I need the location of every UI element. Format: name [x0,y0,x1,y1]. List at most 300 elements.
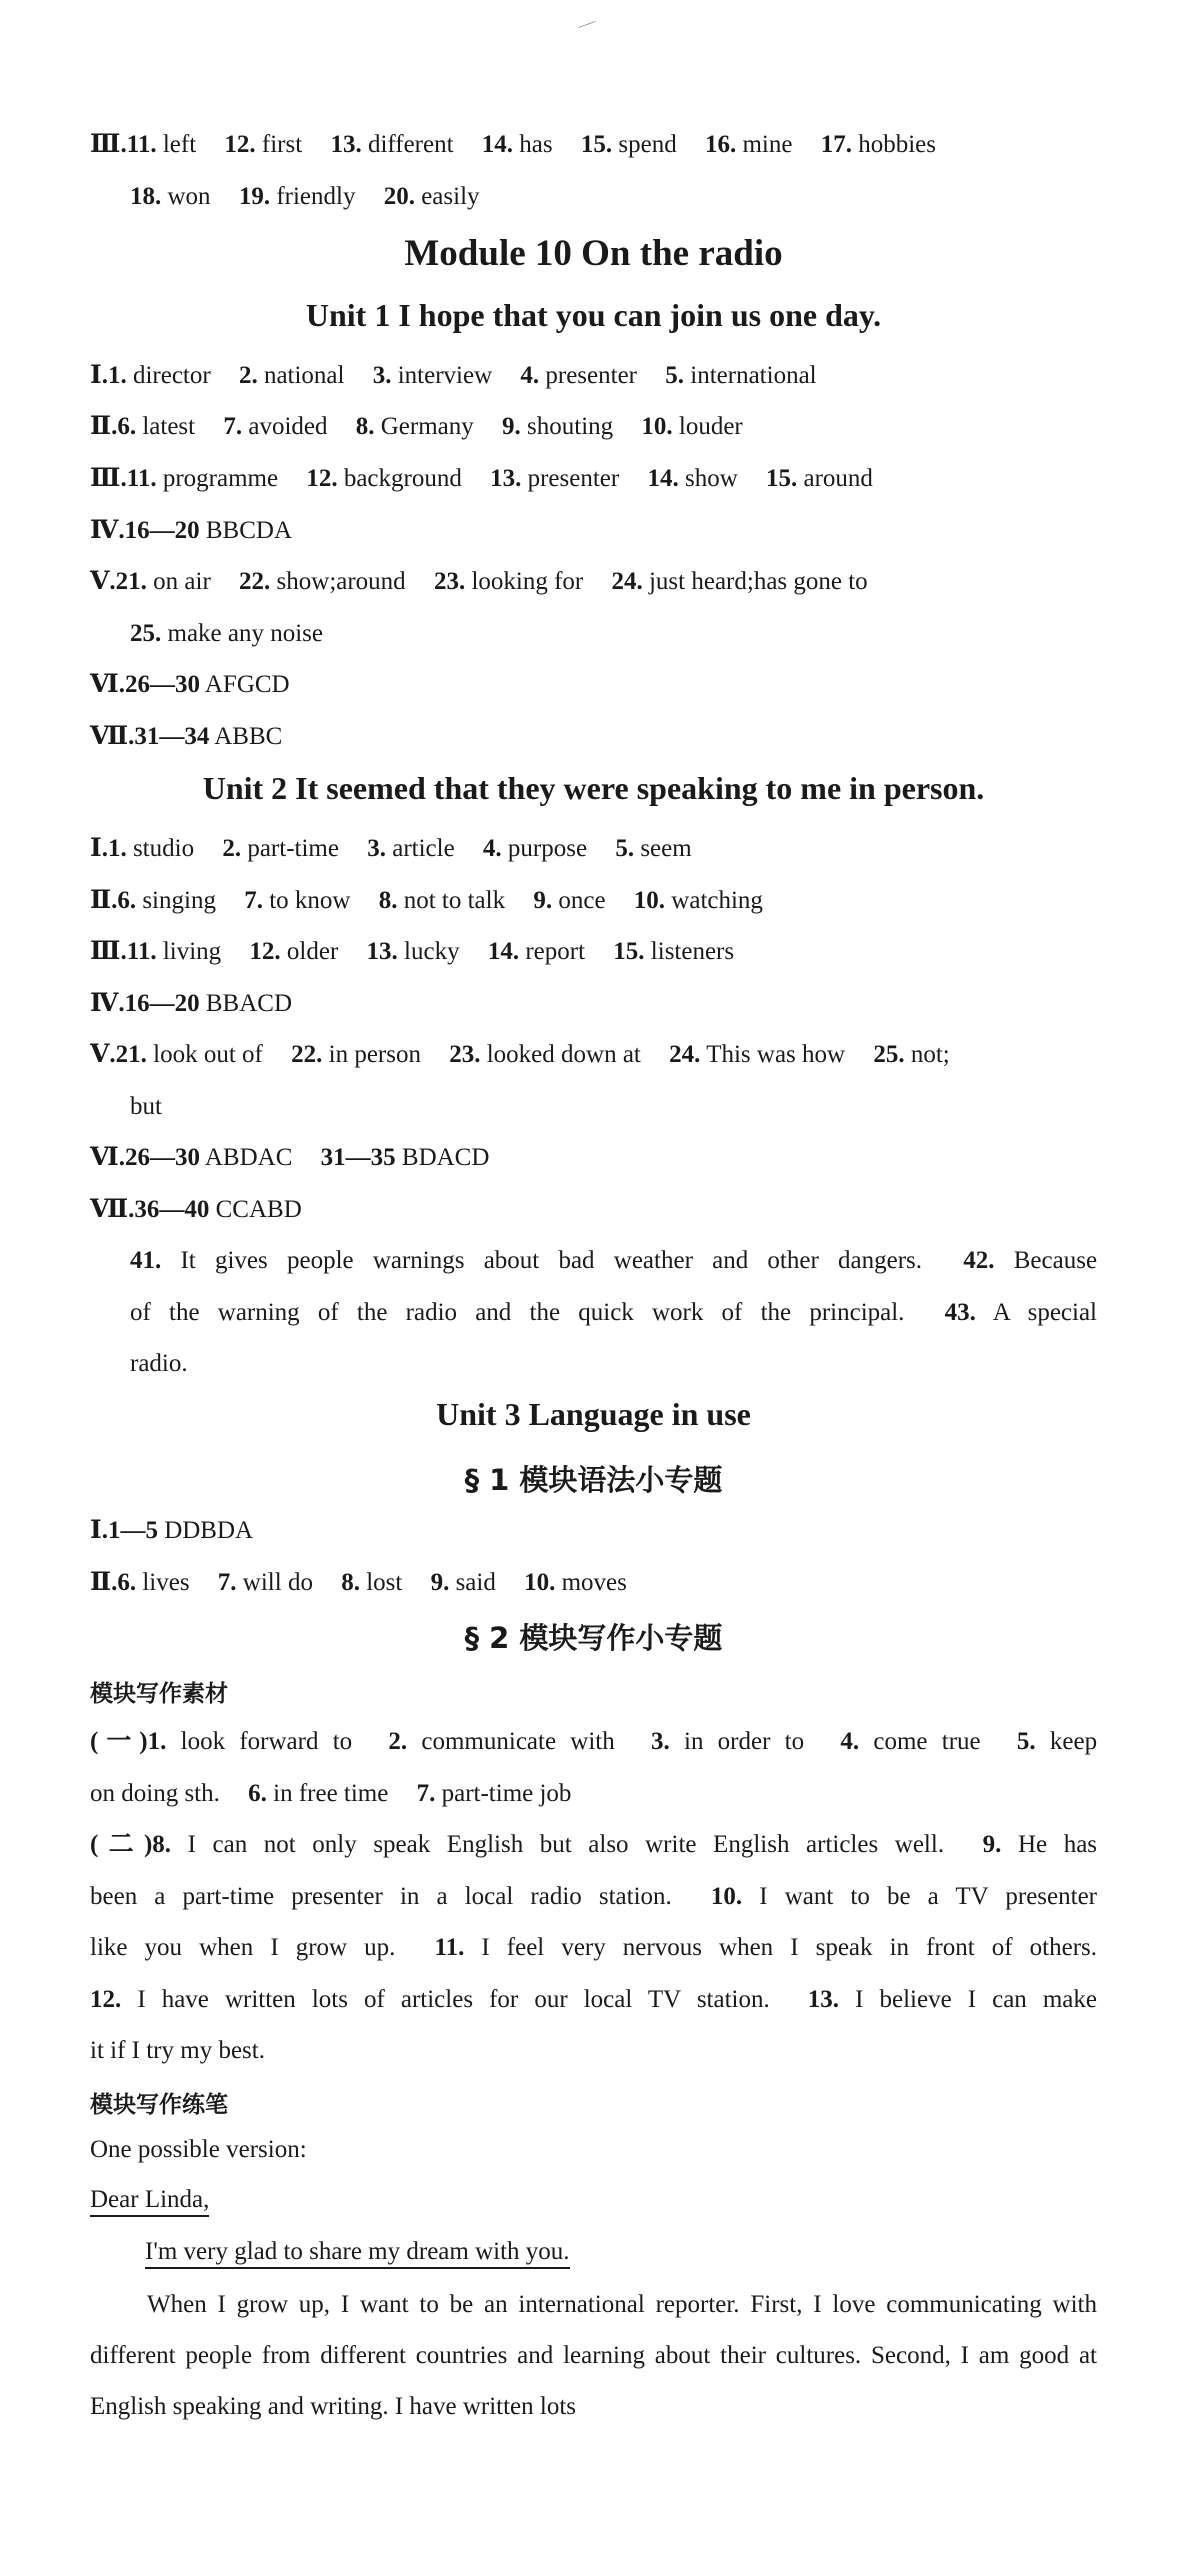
item-text: report [525,938,586,965]
item-prefix: Ⅴ. [90,1041,116,1068]
item-text: Because [1013,1247,1098,1274]
item-text: in order to [684,1728,805,1755]
item-number: 12. [249,938,281,965]
answer-item [90,517,292,544]
essay-paragraph: When I grow up, I want to be an international reporter. First, I love communicating with different people from different countries and learning about their cultures. Second, I am good at English speaking and writing. I have written lots [90,2291,1097,2420]
item-number: 4. [840,1728,860,1755]
item-text: This was how [706,1041,846,1068]
item-text: easily [421,183,480,210]
item-text: will do [242,1569,313,1596]
answer-item [130,183,211,210]
item-prefix: Ⅰ. [90,1517,108,1544]
item-text: DDBDA [164,1517,254,1544]
item-prefix: Ⅴ. [90,568,116,595]
unit1-row-2 [90,410,1097,444]
item-number: 3. [372,362,392,389]
item-prefix: (二) [90,1831,153,1858]
answer-item [330,131,453,158]
answer-item [388,1728,614,1755]
item-text: part-time [247,835,339,862]
item-text: first [261,131,303,158]
item-text: come true [873,1728,981,1755]
item-number: 2. [388,1728,408,1755]
answer-item [482,131,553,158]
item-number: 19. [238,183,271,210]
item-number: 3. [651,1728,670,1755]
item-text: like you when I grow up. [90,1934,396,1961]
item-text: in free time [273,1780,389,1807]
item-number: 9. [430,1569,450,1596]
item-text: just heard;has gone to [648,568,868,595]
item-number: 15. [613,938,645,965]
answer-item [641,413,742,440]
answer-item [130,620,323,647]
unit1-row-6 [90,668,1097,702]
item-text: CCABD [215,1196,302,1223]
unit2-row-7 [90,1193,1097,1227]
item-prefix: Ⅱ. [90,413,118,440]
top-section-line-2 [130,180,1097,214]
item-text: background [343,465,462,492]
answer-item [434,1934,1097,1961]
answer-item [90,1728,352,1755]
module-title: Module 10 On the radio [404,233,783,274]
item-prefix: Ⅵ. [90,1144,125,1171]
item-text: He has [1017,1831,1098,1858]
answer-item [90,671,290,698]
material-row-2e: it if I try my best. [90,2037,265,2064]
item-text: communicate with [421,1728,615,1755]
item-text: show;around [276,568,406,595]
item-number: 1. [147,1728,167,1755]
answer-item [449,1041,641,1068]
item-text: I want to be a TV presenter [759,1883,1097,1910]
salutation-text: Dear Linda, [90,2186,209,2217]
item-text: left [162,131,197,158]
item-number: 26—30 [125,671,200,698]
answer-item [90,413,195,440]
item-text: not; [910,1041,950,1068]
answer-item [90,1883,672,1910]
material-row-2c [90,1931,1097,1965]
material-row-2b [90,1880,1097,1914]
item-number: 5. [1016,1728,1036,1755]
item-number: 14. [481,131,514,158]
answer-item [239,568,406,595]
item-text: been a part-time presenter in a local radio station. [90,1883,672,1910]
unit1-row-4 [90,514,1097,548]
answer-item [90,362,211,389]
item-text: said [455,1569,496,1596]
item-number: 15. [580,131,613,158]
item-number: 7. [223,413,243,440]
item-number: 7. [244,887,263,914]
item-text: not to talk [403,887,506,914]
item-text: A special [992,1299,1098,1326]
item-text: show [684,465,738,492]
item-number: 22. [239,568,271,595]
item-text: I feel very nervous when I speak in front of others. [481,1934,1097,1961]
item-text: on doing sth. [90,1780,220,1807]
item-number: 12. [306,465,338,492]
item-prefix: Ⅳ. [90,517,125,544]
answer-item [431,1569,496,1596]
item-text: moves [561,1569,627,1596]
answer-item [90,1934,395,1961]
item-number: 5. [665,362,685,389]
item-number: 31—34 [134,723,210,750]
item-text: studio [132,835,195,862]
item-number: 14. [487,938,520,965]
item-number: 24. [611,568,643,595]
item-text: singing [142,887,216,914]
item-text: around [803,465,873,492]
unit2-row-4 [90,987,1097,1021]
item-number: 16—20 [124,517,200,544]
item-text: programme [162,465,279,492]
item-number: 22. [291,1041,323,1068]
unit1-row-1 [90,359,1097,393]
item-text: look out of [153,1041,263,1068]
answer-item [321,1144,490,1171]
material-row-1b [90,1777,1097,1811]
unit2-row-5 [90,1038,1097,1072]
item-text: lucky [404,938,460,965]
salutation [90,2183,1097,2217]
unit2-row-5b: but [130,1093,162,1120]
section2-title: § 2 模块写作小专题 [464,1621,723,1655]
unit2-row-1 [90,832,1097,866]
answer-item [291,1041,421,1068]
answer-item [502,413,613,440]
item-prefix: Ⅱ. [90,887,118,914]
material-label: 模块写作素材 [90,1681,228,1707]
answer-item [634,887,763,914]
answer-item [367,938,460,965]
answer-item [367,835,454,862]
item-text: listeners [650,938,735,965]
section1-title: § 1 模块语法小专题 [464,1463,723,1497]
answer-item [90,1780,220,1807]
item-number: 23. [433,568,466,595]
item-prefix: Ⅲ. [90,938,127,965]
answer-item [90,1831,944,1858]
item-number: 7. [416,1780,436,1807]
item-text: to know [269,887,351,914]
answer-item [90,1041,263,1068]
item-text: look forward to [180,1728,353,1755]
item-text: presenter [545,362,638,389]
answer-item [90,1517,253,1544]
item-number: 13. [807,1986,840,2013]
item-text: looking for [471,568,584,595]
item-number: 9. [982,1831,1002,1858]
answer-item [90,938,221,965]
answer-item [821,131,936,158]
item-text: ABDAC [204,1144,293,1171]
item-number: 11. [126,938,157,965]
item-text: interview [397,362,493,389]
answer-item [90,835,194,862]
item-text: part-time job [441,1780,572,1807]
answer-item [490,465,619,492]
item-number: 36—40 [134,1196,210,1223]
unit2-row-3 [90,935,1097,969]
item-text: I believe I can make [855,1986,1097,2013]
answer-item [581,131,677,158]
item-text: avoided [248,413,328,440]
item-text: make any noise [167,620,324,647]
answer-item [524,1569,627,1596]
answer-item [520,362,637,389]
answer-item [766,465,873,492]
item-text: I can not only speak English but also write English articles well. [187,1831,945,1858]
answer-item [483,835,587,862]
item-text: shouting [527,413,614,440]
item-number: 6. [117,413,137,440]
item-text: presenter [527,465,620,492]
answer-item [434,568,583,595]
item-number: 4. [520,362,540,389]
item-number: 5. [615,835,635,862]
answer-item [613,938,734,965]
item-number: 17. [820,131,852,158]
item-text: BDACD [401,1144,490,1171]
item-number: 4. [482,835,502,862]
answer-item [90,1986,770,2013]
item-text: older [286,938,339,965]
item-text: spend [618,131,677,158]
item-number: 10. [524,1569,556,1596]
unit2-para-3: radio. [130,1350,188,1377]
item-text: living [162,938,222,965]
item-prefix: Ⅲ. [90,131,127,158]
item-number: 26—30 [125,1144,200,1171]
item-number: 42. [963,1247,995,1274]
answer-item [533,887,605,914]
item-number: 1—5 [107,1517,158,1544]
item-text: article [392,835,455,862]
item-prefix: (一) [90,1728,148,1755]
item-number: 9. [533,887,553,914]
unit2-para-2 [130,1296,1097,1330]
item-text: BBACD [205,990,293,1017]
item-prefix: Ⅶ. [90,1196,135,1223]
item-number: 1. [107,362,127,389]
answer-item [840,1728,980,1755]
item-text: mine [742,131,793,158]
item-number: 24. [669,1041,701,1068]
item-text: It gives people warnings about bad weather and other dangers. [180,1247,923,1274]
item-number: 21. [115,1041,147,1068]
item-prefix: Ⅵ. [90,671,125,698]
unit2-row-2 [90,884,1097,918]
answer-item [90,990,292,1017]
item-number: 16—20 [124,990,200,1017]
answer-item [130,1299,904,1326]
unit3-title: Unit 3 Language in use [436,1396,751,1432]
item-number: 7. [217,1569,237,1596]
scan-mark [578,21,595,28]
answer-item [244,887,350,914]
item-number: 25. [873,1041,905,1068]
answer-item [647,465,737,492]
item-text: on air [153,568,211,595]
item-number: 10. [710,1883,743,1910]
item-number: 13. [366,938,398,965]
item-number: 12. [224,131,256,158]
answer-item [373,362,492,389]
answer-item [945,1299,1097,1326]
answer-item [249,938,338,965]
item-text: lost [366,1569,403,1596]
answer-item [90,723,282,750]
item-prefix: Ⅱ. [90,1569,118,1596]
item-text: in person [328,1041,421,1068]
item-number: 8. [378,887,398,914]
item-number: 43. [944,1299,976,1326]
answer-item [808,1986,1097,2013]
answer-item [239,183,356,210]
answer-item [665,362,816,389]
material-row-2a [90,1828,1097,1862]
unit2-title: Unit 2 It seemed that they were speaking to me in person. [202,770,985,806]
unit2-para-1 [130,1244,1097,1278]
item-number: 2. [238,362,258,389]
answer-item [705,131,793,158]
answer-item [239,362,345,389]
item-number: 8. [341,1569,360,1596]
item-text: latest [142,413,196,440]
item-text: lives [142,1569,190,1596]
item-number: 11. [126,465,157,492]
material-row-2d [90,1983,1097,2017]
item-number: 21. [115,568,147,595]
answer-item [90,1196,302,1223]
unit1-title: Unit 1 I hope that you can join us one day. [305,297,882,333]
item-text: louder [678,413,743,440]
item-number: 20. [383,183,415,210]
item-text: national [263,362,345,389]
answer-item [873,1041,949,1068]
item-text: keep [1049,1728,1098,1755]
item-number: 14. [647,465,679,492]
unit1-row-7 [90,720,1097,754]
answer-item [90,465,278,492]
answer-item [130,1247,922,1274]
answer-item [611,568,867,595]
answer-item [90,131,196,158]
item-text: international [690,362,817,389]
unit1-row-5 [90,565,1097,599]
item-prefix: Ⅰ. [90,835,108,862]
item-number: 13. [490,465,522,492]
answer-item [651,1728,804,1755]
item-prefix: Ⅰ. [90,362,108,389]
item-number: 12. [90,1986,122,2013]
item-number: 6. [117,1569,137,1596]
first-line [145,2235,1097,2269]
answer-item [1017,1728,1097,1755]
answer-item [90,568,211,595]
item-number: 10. [633,887,666,914]
answer-item [983,1831,1097,1858]
answer-item [669,1041,845,1068]
answer-item [224,131,302,158]
item-text: hobbies [858,131,936,158]
answer-item [615,835,691,862]
unit2-row-6 [90,1141,1097,1175]
answer-item [306,465,462,492]
answer-item [90,1144,292,1171]
answer-item [417,1780,572,1807]
answer-item [341,1569,402,1596]
answer-item [379,887,505,914]
unit1-row-5b [130,617,1097,651]
item-text: friendly [276,183,356,210]
item-number: 3. [367,835,386,862]
answer-item [488,938,585,965]
item-number: 6. [248,1780,267,1807]
item-number: 10. [641,413,673,440]
item-number: 25. [130,620,162,647]
item-text: watching [671,887,763,914]
item-text: won [167,183,211,210]
answer-item [218,1569,313,1596]
unit1-row-3 [90,462,1097,496]
item-text: BBCDA [205,517,293,544]
section1-row-1 [90,1514,1097,1548]
item-text: AFGCD [204,671,290,698]
item-text: seem [640,835,692,862]
item-text: director [132,362,211,389]
item-number: 23. [449,1041,481,1068]
item-text: different [367,131,454,158]
item-number: 11. [126,131,157,158]
item-number: 11. [434,1934,465,1961]
item-number: 1. [107,835,127,862]
answer-item [90,887,216,914]
item-text: purpose [507,835,588,862]
item-text: looked down at [486,1041,641,1068]
answer-item [711,1883,1097,1910]
item-text: once [558,887,606,914]
answer-item [248,1780,388,1807]
answer-item [963,1247,1097,1274]
answer-item [384,183,480,210]
item-text: ABBC [214,723,283,750]
section1-row-2 [90,1566,1097,1600]
item-text: has [519,131,553,158]
item-number: 13. [330,131,362,158]
item-number: 41. [130,1247,162,1274]
item-number: 2. [222,835,242,862]
item-number: 8. [152,1831,172,1858]
version-label: One possible version: [90,2136,307,2163]
item-number: 9. [502,413,521,440]
item-prefix: Ⅲ. [90,465,127,492]
item-text: of the warning of the radio and the quick work of the principal. [130,1299,905,1326]
item-text: Germany [380,413,474,440]
item-prefix: Ⅳ. [90,990,125,1017]
item-number: 15. [766,465,798,492]
first-line-text: I'm very glad to share my dream with you. [145,2238,570,2269]
item-prefix: Ⅶ. [90,723,135,750]
item-number: 8. [355,413,375,440]
practice-label: 模块写作练笔 [90,2092,228,2118]
item-number: 31—35 [320,1144,396,1171]
item-text: I have written lots of articles for our local TV station. [137,1986,770,2013]
